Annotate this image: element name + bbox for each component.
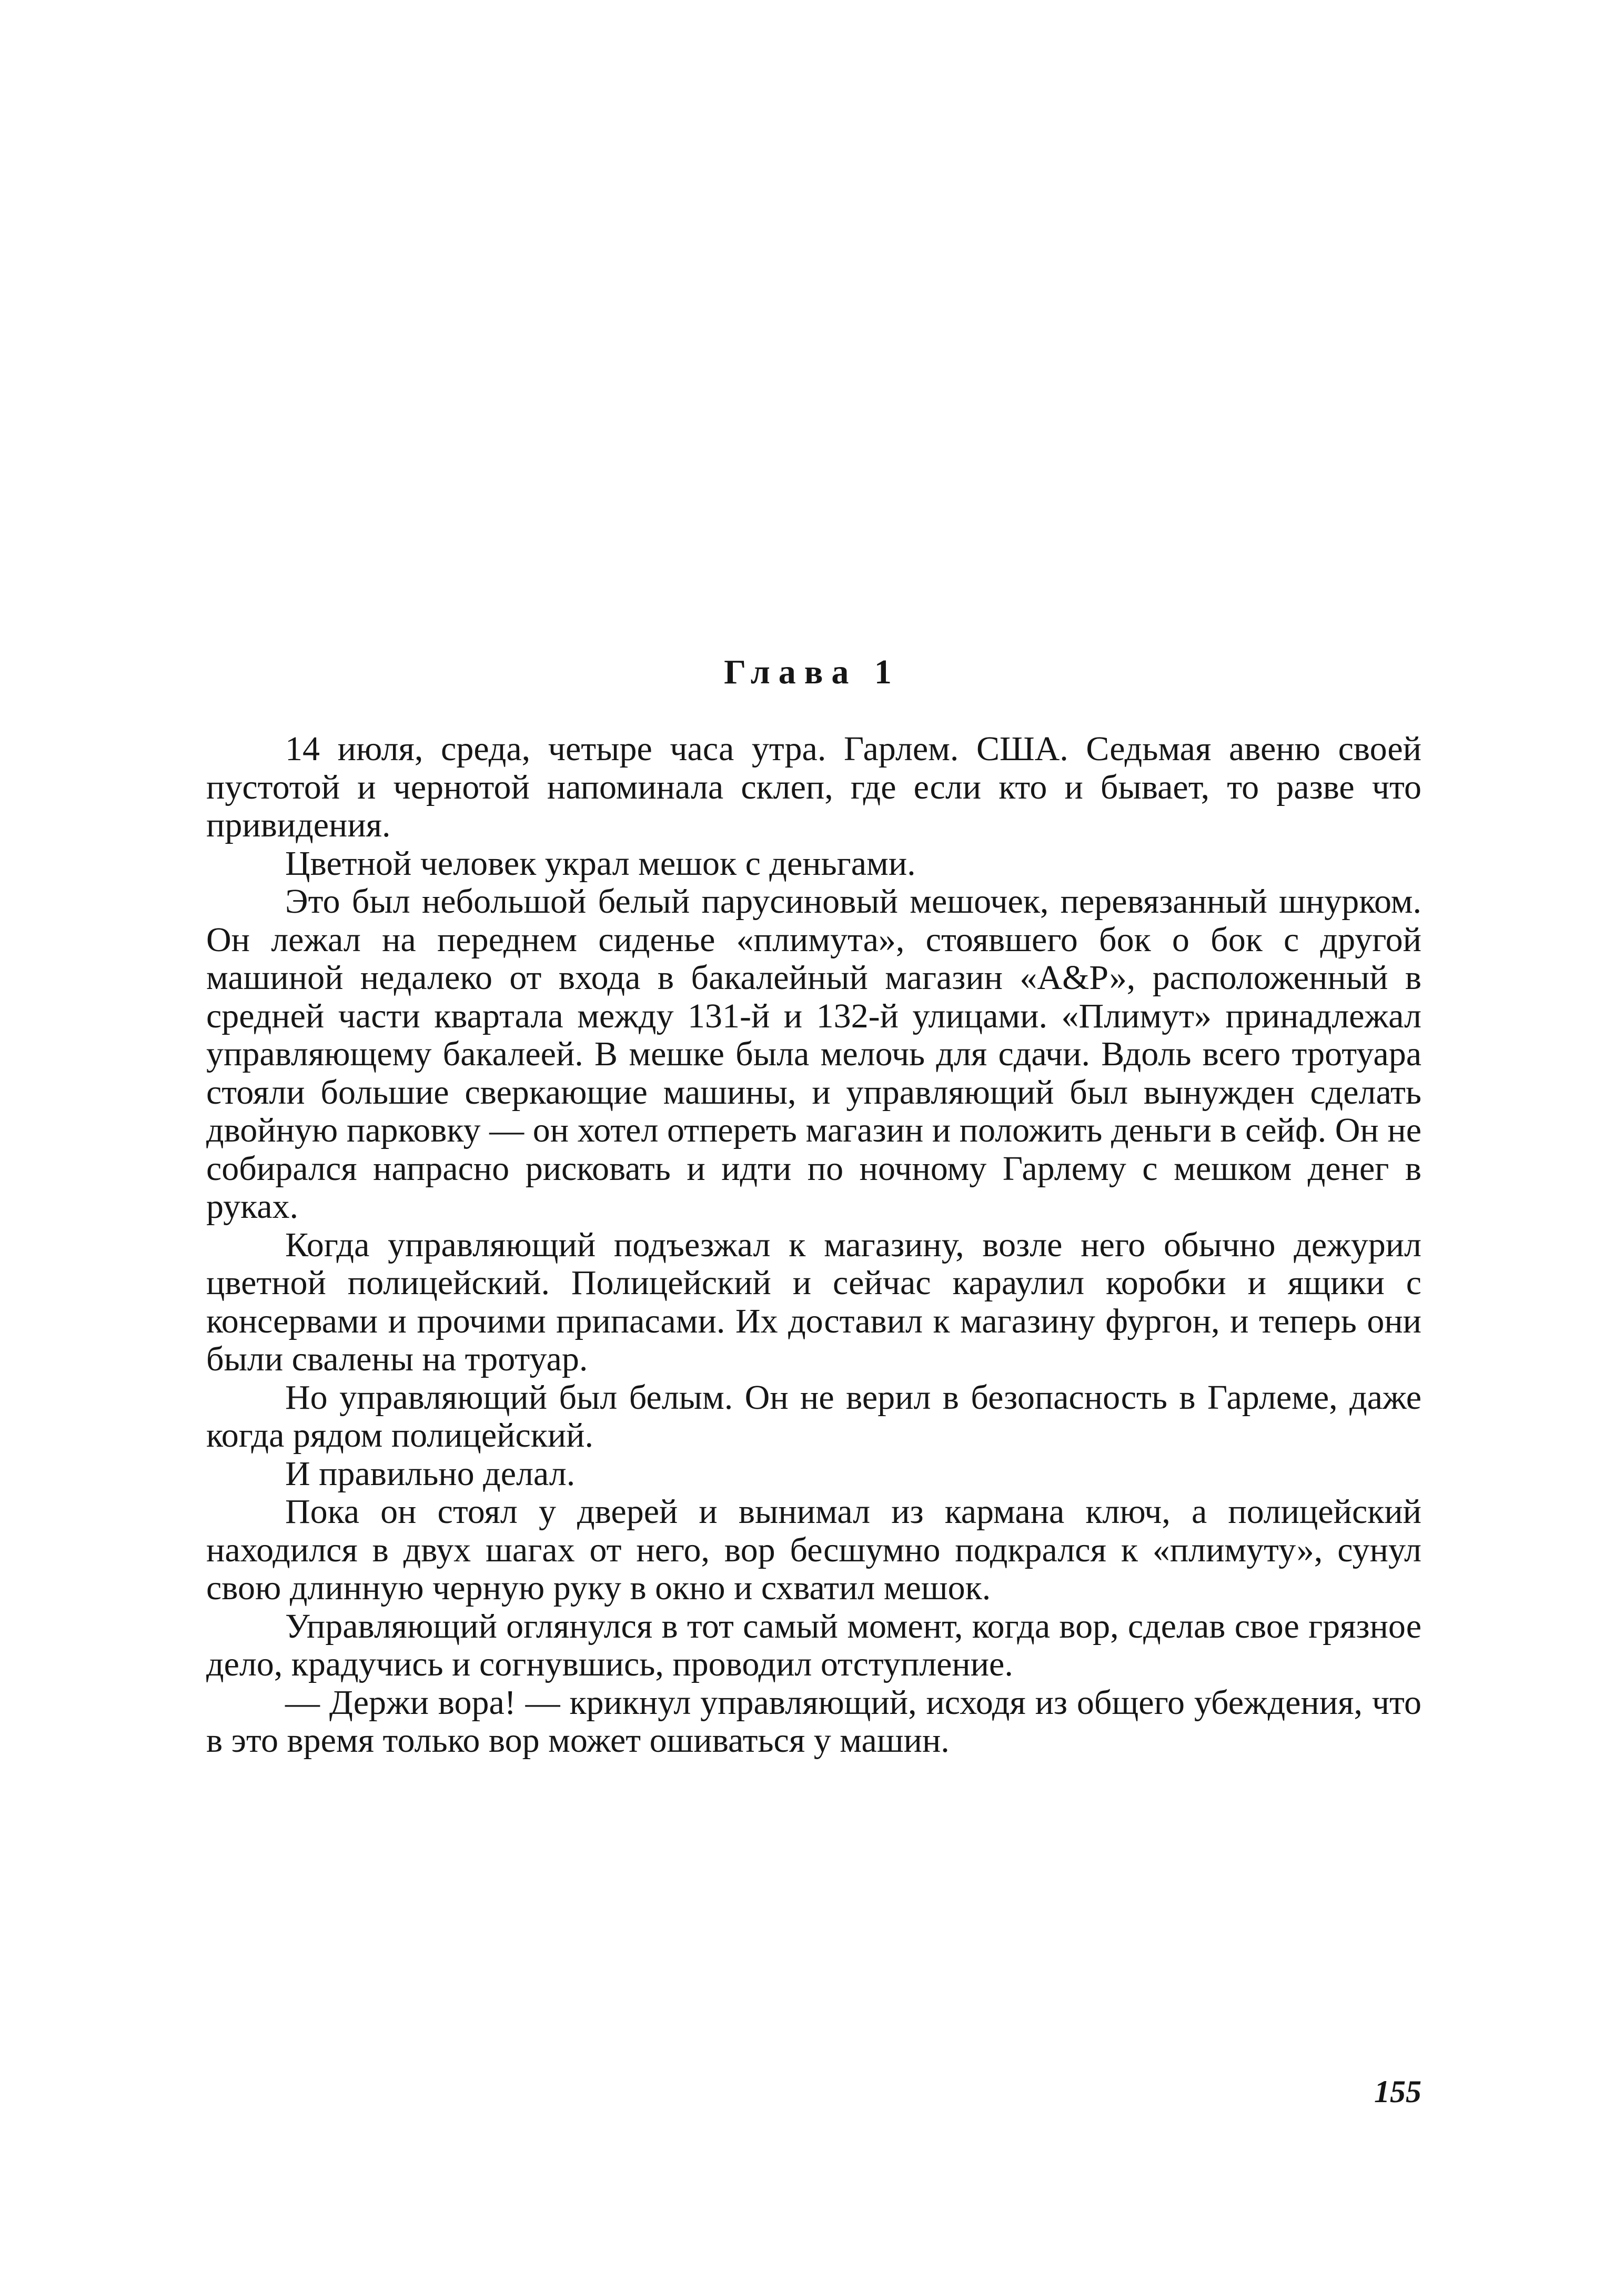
paragraph: Но управляющий был белым. Он не верил в безопасность в Гарлеме, даже когда рядом полицейский. [206,1378,1421,1455]
paragraph: Это был небольшой белый парусиновый мешочек, перевязанный шнурком. Он лежал на переднем сиденье «плимута», стоявшего бок о бок с другой машиной недалеко от входа в бакалейный магазин «А&Р», расположенный в средней части квартала между 131-й и 132-й улицами. «Плимут» принадлежал управляющему бакалеей. В мешке была мелочь для сдачи. Вдоль всего тротуара стояли большие сверкающие машины, и управляющий был вынужден сделать двойную парковку — он хотел отпереть магазин и положить деньги в сейф. Он не собирался напрасно рисковать и идти по ночному Гарлему с мешком денег в руках. [206,882,1421,1226]
chapter-title: Глава 1 [724,653,900,691]
page-number: 155 [1374,2074,1421,2109]
paragraph: Цветной человек украл мешок с деньгами. [285,844,916,883]
paragraph: И правильно делал. [285,1454,576,1493]
body-text [206,730,1421,1760]
paragraph: Когда управляющий подъезжал к магазину, возле него обычно дежурил цветной полицейский. Полицейский и сейчас караулил коробки и ящики с консервами и прочими припасами. Их доставил к магазину фургон, и теперь они были свалены на тротуар. [206,1225,1421,1378]
paragraph: 14 июля, среда, четыре часа утра. Гарлем. США. Седьмая авеню своей пустотой и чернотой напоминала склеп, где если кто и бывает, то разве что привидения. [206,730,1421,844]
paragraph: Управляющий оглянулся в тот самый момент, когда вор, сделав свое грязное дело, крадучись и согнувшись, проводил отступление. [206,1607,1421,1683]
paragraph: Пока он стоял у дверей и вынимал из кармана ключ, а полицейский находился в двух шагах от него, вор бесшумно подкрался к «плимуту», сунул свою длинную черную руку в окно и схватил мешок. [206,1492,1421,1607]
paragraph: — Держи вора! — крикнул управляющий, исходя из общего убеждения, что в это время только вор может ошиваться у машин. [206,1683,1421,1760]
